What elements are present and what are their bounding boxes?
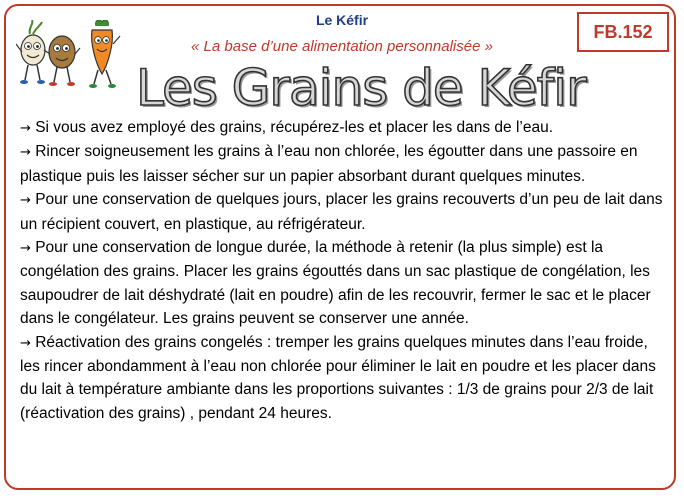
body-text [20, 116, 666, 425]
paragraph-text: Rincer soigneusement les grains à l’eau non chlorée, les égoutter dans une passoire en plastique puis les laisser sécher sur un papier absorbant durant quelques minutes. [20, 143, 638, 185]
paragraph-reactivation [20, 331, 666, 426]
arrow-right-icon: → [20, 121, 31, 136]
header-tagline: « La base d’une alimentation personnalisée » [191, 38, 493, 55]
paragraph-text: Si vous avez employé des grains, récupérez-les et placer les dans de l’eau. [35, 119, 554, 136]
header-subject: Le Kéfir [315, 12, 369, 28]
paragraph-text: Pour une conservation de longue durée, la méthode à retenir (la plus simple) est la congélation des grains. Placer les grains égouttés dans un sac plastique de congélation, les saupoudrer de lait déshydraté (lait en poudre) afin de les recouvrir, fermer le sac et le placer dans le congélateur. Les grains peuvent se conserver une année. [20, 239, 651, 328]
paragraph-short-storage [20, 188, 666, 236]
paragraph-text: Pour une conservation de quelques jours, placer les grains recouverts d’un peu de lait dans un récipient couvert, en plastique, au réfrigérateur. [20, 191, 663, 233]
paragraph-text: Réactivation des grains congelés : tremper les grains quelques minutes dans l’eau froide, les rincer abondamment à l’eau non chlorée pour éliminer le lait en poudre et les placer dans du lait à température ambiante dans les proportions suivantes : 1/3 de grains pour 2/3 de lait (réactivation des grains) , pendant 24 heures. [20, 333, 656, 422]
vegetable-mascots-icon [16, 20, 124, 92]
arrow-right-icon: → [20, 335, 31, 351]
page-title: Les Grains de Kéfir [136, 59, 586, 117]
paragraph-long-storage [20, 236, 666, 331]
arrow-right-icon: → [20, 145, 31, 161]
arrow-right-icon: → [20, 241, 31, 257]
arrow-right-icon: → [20, 193, 31, 209]
paragraph-reuse [20, 116, 666, 140]
reference-badge: FB.152 [577, 12, 669, 52]
paragraph-rinse [20, 140, 666, 188]
